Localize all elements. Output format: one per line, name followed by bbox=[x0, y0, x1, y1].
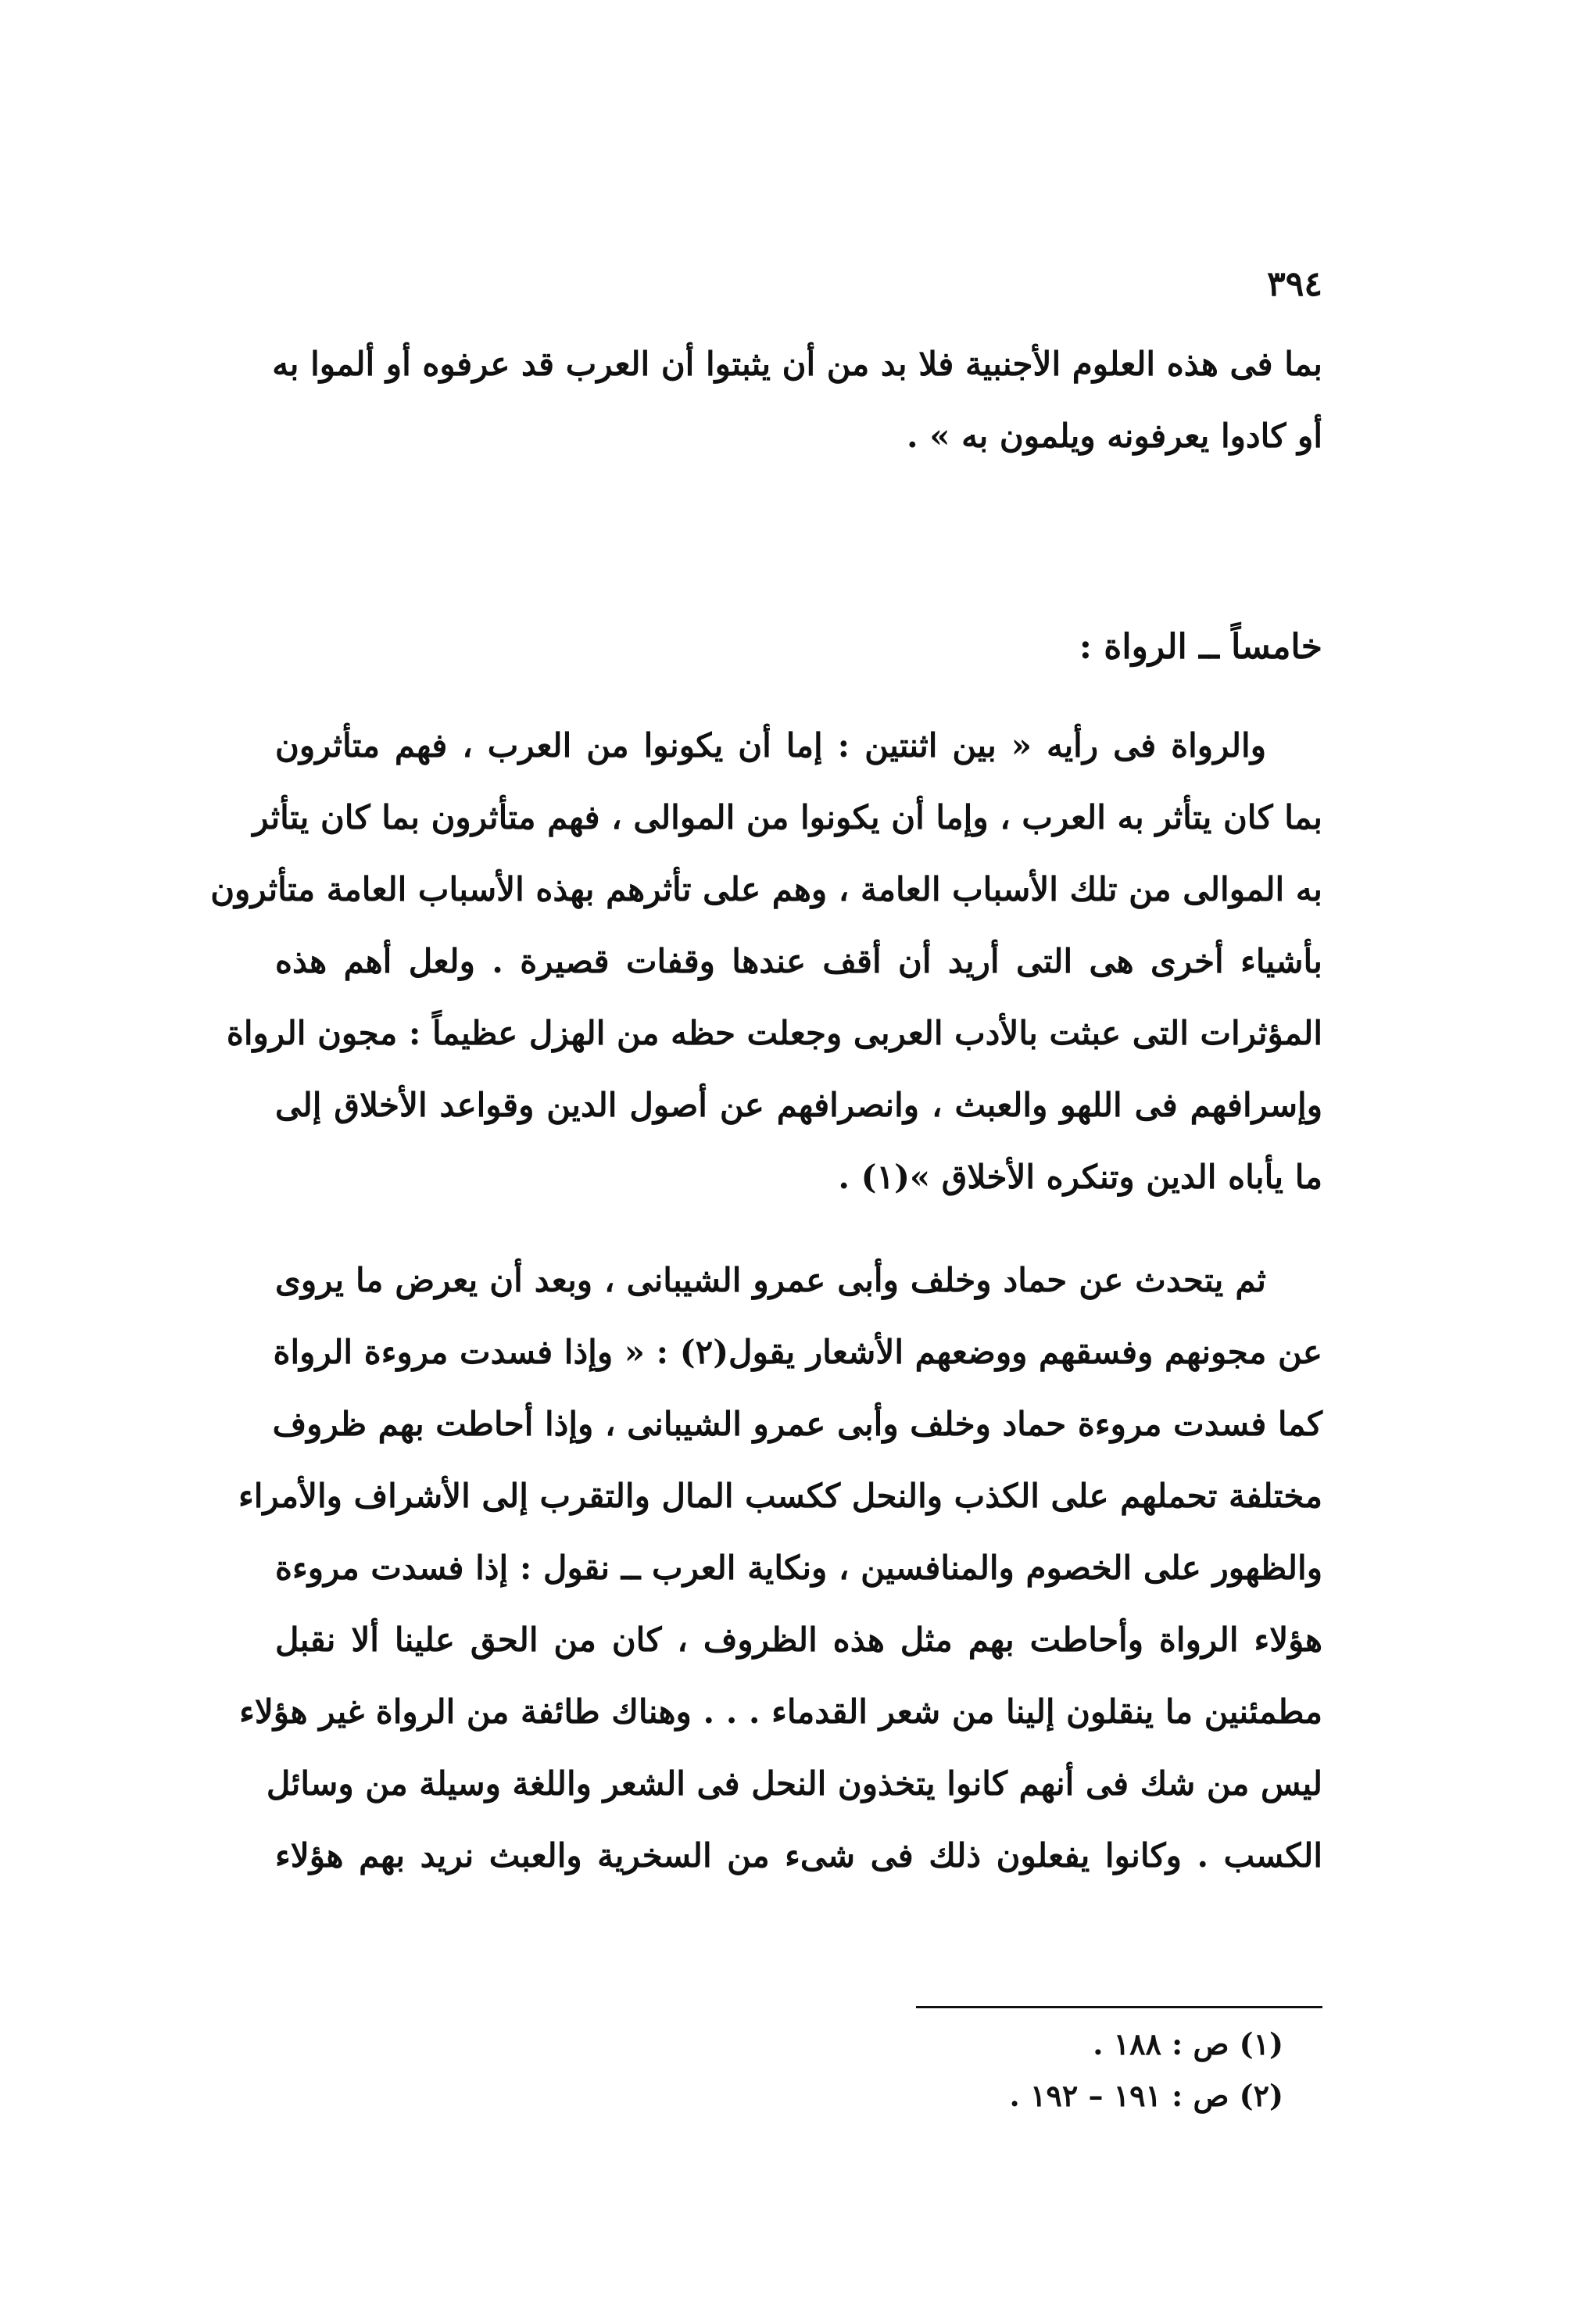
section-heading: خامساً ــ الرواة : bbox=[1079, 627, 1322, 667]
text-line: ثم يتحدث عن حماد وخلف وأبى عمرو الشيبانى ، وبعد أن يعرض ما يروى bbox=[275, 1261, 1266, 1299]
text-line: وإسرافهم فى اللهو والعبث ، وانصرافهم عن أصول الدين وقواعد الأخلاق إلى bbox=[275, 1086, 1322, 1124]
text-line: به الموالى من تلك الأسباب العامة ، وهم على تأثرهم بهذه الأسباب العامة متأثرون bbox=[210, 870, 1322, 908]
footnote-2: (٢) ص : ١٩١ – ١٩٢ . bbox=[1009, 2078, 1283, 2113]
text-line: بما فى هذه العلوم الأجنبية فلا بد من أن يثبتوا أن العرب قد عرفوه أو ألموا به bbox=[272, 345, 1322, 383]
text-line: بما كان يتأثر به العرب ، وإما أن يكونوا من الموالى ، فهم متأثرون بما كان يتأثر bbox=[252, 798, 1322, 836]
text-line: ما يأباه الدين وتنكره الأخلاق »(١) . bbox=[838, 1158, 1322, 1196]
footnote-1: (١) ص : ١٨٨ . bbox=[1093, 2026, 1283, 2061]
text-line: بأشياء أخرى هى التى أريد أن أقف عندها وقفات قصيرة . ولعل أهم هذه bbox=[275, 942, 1322, 980]
text-line: كما فسدت مروءة حماد وخلف وأبى عمرو الشيبانى ، وإذا أحاطت بهم ظروف bbox=[272, 1405, 1322, 1443]
text-line: عن مجونهم وفسقهم ووضعهم الأشعار يقول(٢) : « وإذا فسدت مروءة الرواة bbox=[273, 1333, 1322, 1371]
page-number: ٣٩٤ bbox=[1267, 264, 1322, 304]
text-line: ليس من شك فى أنهم كانوا يتخذون النحل فى الشعر واللغة وسيلة من وسائل bbox=[266, 1764, 1322, 1803]
paragraph-2 bbox=[238, 1245, 1322, 1892]
text-line: المؤثرات التى عبثت بالأدب العربى وجعلت حظه من الهزل عظيماً : مجون الرواة bbox=[226, 1014, 1322, 1052]
text-line: هؤلاء الرواة وأحاطت بهم مثل هذه الظروف ، كان من الحق علينا ألا نقبل bbox=[275, 1621, 1322, 1659]
text-line: الكسب . وكانوا يفعلون ذلك فى شىء من السخرية والعبث نريد بهم هؤلاء bbox=[275, 1836, 1322, 1875]
text-line: مطمئنين ما ينقلون إلينا من شعر القدماء . . . وهناك طائفة من الرواة غير هؤلاء bbox=[239, 1692, 1322, 1731]
footnotes bbox=[1010, 2018, 1283, 2122]
text-line: والظهور على الخصوم والمنافسين ، ونكاية العرب ــ نقول : إذا فسدت مروءة bbox=[275, 1549, 1322, 1587]
footnote-divider bbox=[916, 2006, 1322, 2008]
text-line: أو كادوا يعرفونه ويلمون به » . bbox=[906, 417, 1322, 455]
text-line: والرواة فى رأيه « بين اثنتين : إما أن يكونوا من العرب ، فهم متأثرون bbox=[275, 726, 1266, 765]
top-paragraph bbox=[272, 328, 1322, 472]
text-line: مختلفة تحملهم على الكذب والنحل ككسب المال والتقرب إلى الأشراف والأمراء bbox=[238, 1477, 1322, 1515]
paragraph-1 bbox=[210, 710, 1322, 1213]
